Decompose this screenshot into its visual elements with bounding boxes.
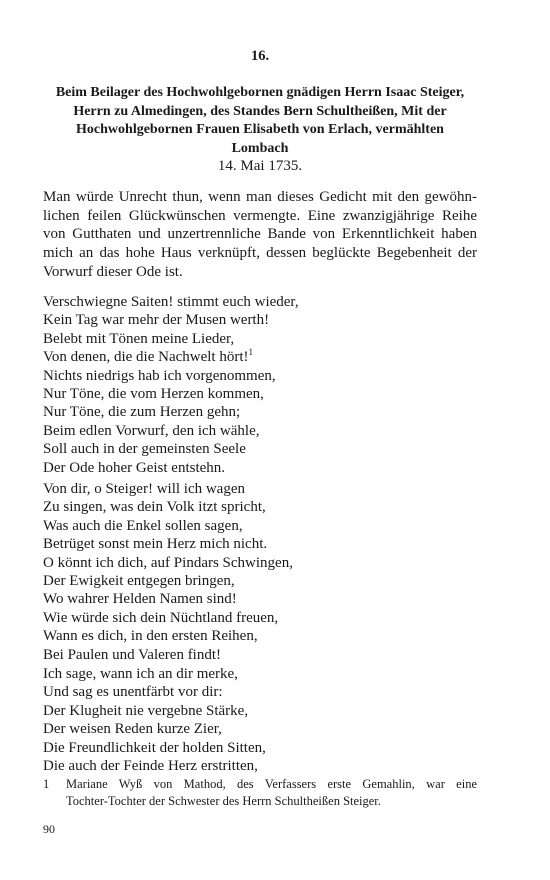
verse-line: Verschwiegne Saiten! stimmt euch wieder, bbox=[43, 294, 299, 310]
footnote bbox=[43, 776, 477, 809]
title-line: Hochwohlgebornen Frauen Elisabeth von Erlach, vermählten bbox=[76, 122, 444, 137]
verse-line: Die Freundlichkeit der holden Sitten, bbox=[43, 739, 266, 756]
prose-line: mich an das hohe Haus verknüpft, dessen beglückte Begebenheit der bbox=[43, 245, 477, 262]
verse-line: Der Ewigkeit entgegen bringen, bbox=[43, 573, 235, 590]
verse-line: Nur Töne, die vom Herzen kommen, bbox=[43, 386, 264, 403]
prose-line: Vorwurf dieser Ode ist. bbox=[43, 263, 183, 280]
verse-line: Wann es dich, in den ersten Reihen, bbox=[43, 628, 258, 645]
verse-line: Der Ode hoher Geist entstehn. bbox=[43, 459, 226, 476]
verse-line: Was auch die Enkel sollen sagen, bbox=[43, 517, 243, 534]
footnote-line: Mariane Wyß von Mathod, des Verfassers erste Gemahlin, war eine bbox=[66, 777, 477, 791]
verse-line: Die auch der Feinde Herz erstritten, bbox=[43, 758, 258, 775]
verse-line: Der Klugheit nie vergebne Stärke, bbox=[43, 702, 249, 719]
title-line: Herrn zu Almedingen, des Standes Bern Schultheißen, Mit der bbox=[73, 103, 447, 119]
stanza-1 bbox=[43, 293, 477, 477]
poem-number: 16. bbox=[250, 48, 270, 64]
verse-line: Zu singen, was dein Volk itzt spricht, bbox=[43, 499, 266, 516]
verse-line: Der weisen Reden kurze Zier, bbox=[43, 721, 222, 738]
verse-line-with-footnote bbox=[43, 348, 477, 366]
verse-line: Belebt mit Tönen meine Lieder, bbox=[43, 330, 235, 347]
verse-line: Kein Tag war mehr der Musen werth! bbox=[43, 312, 270, 329]
stanza-3 bbox=[43, 665, 477, 775]
prose-introduction bbox=[43, 188, 477, 282]
footnote-marker: 1 bbox=[248, 347, 253, 358]
verse-line: Und sag es unentfärbt vor dir: bbox=[43, 684, 223, 701]
verse-line: Von dir, o Steiger! will ich wagen bbox=[43, 481, 246, 497]
footnote-number: 1 bbox=[43, 777, 50, 791]
prose-line: von Gutthaten und unzertrennliche Bande von Erkenntlichkeit haben bbox=[43, 226, 477, 243]
verse-line: Wo wahrer Helden Namen sind! bbox=[43, 591, 237, 608]
prose-line: lichen feilen Glückwünschen vermengte. Eine zwanzigjährige Reihe bbox=[43, 207, 477, 224]
stanza-2 bbox=[43, 480, 477, 664]
verse-line: Soll auch in der gemeinsten Seele bbox=[43, 441, 246, 458]
prose-line: Man würde Unrecht thun, wenn man dieses Gedicht mit den gewöhn- bbox=[43, 189, 477, 205]
verse-line: Ich sage, wann ich an dir merke, bbox=[43, 666, 238, 682]
footnote-line: Tochter-Tochter der Schwester des Herrn Schultheißen Steiger. bbox=[66, 793, 381, 808]
title-line: Lombach bbox=[231, 140, 289, 156]
verse-line: Betrüget sonst mein Herz mich nicht. bbox=[43, 536, 268, 553]
verse-line-text: Von denen, die die Nachwelt hört! bbox=[43, 349, 249, 366]
verse-line: Nur Töne, die zum Herzen gehn; bbox=[43, 404, 241, 421]
verse-line: Beim edlen Vorwurf, den ich wähle, bbox=[43, 422, 260, 439]
verse-line: Nichts niedrigs hab ich vorgenommen, bbox=[43, 367, 276, 384]
poem-title bbox=[43, 84, 477, 158]
page-number: 90 bbox=[43, 822, 55, 836]
poem-date: 14. Mai 1735. bbox=[217, 158, 303, 174]
verse-line: Bei Paulen und Valeren findt! bbox=[43, 646, 222, 663]
footnote-text bbox=[66, 776, 477, 809]
verse-line: Wie würde sich dein Nüchtland freuen, bbox=[43, 609, 279, 626]
verse-line: O könnt ich dich, auf Pindars Schwingen, bbox=[43, 554, 293, 571]
title-line: Beim Beilager des Hochwohlgebornen gnädigen Herrn Isaac Steiger, bbox=[55, 85, 465, 100]
